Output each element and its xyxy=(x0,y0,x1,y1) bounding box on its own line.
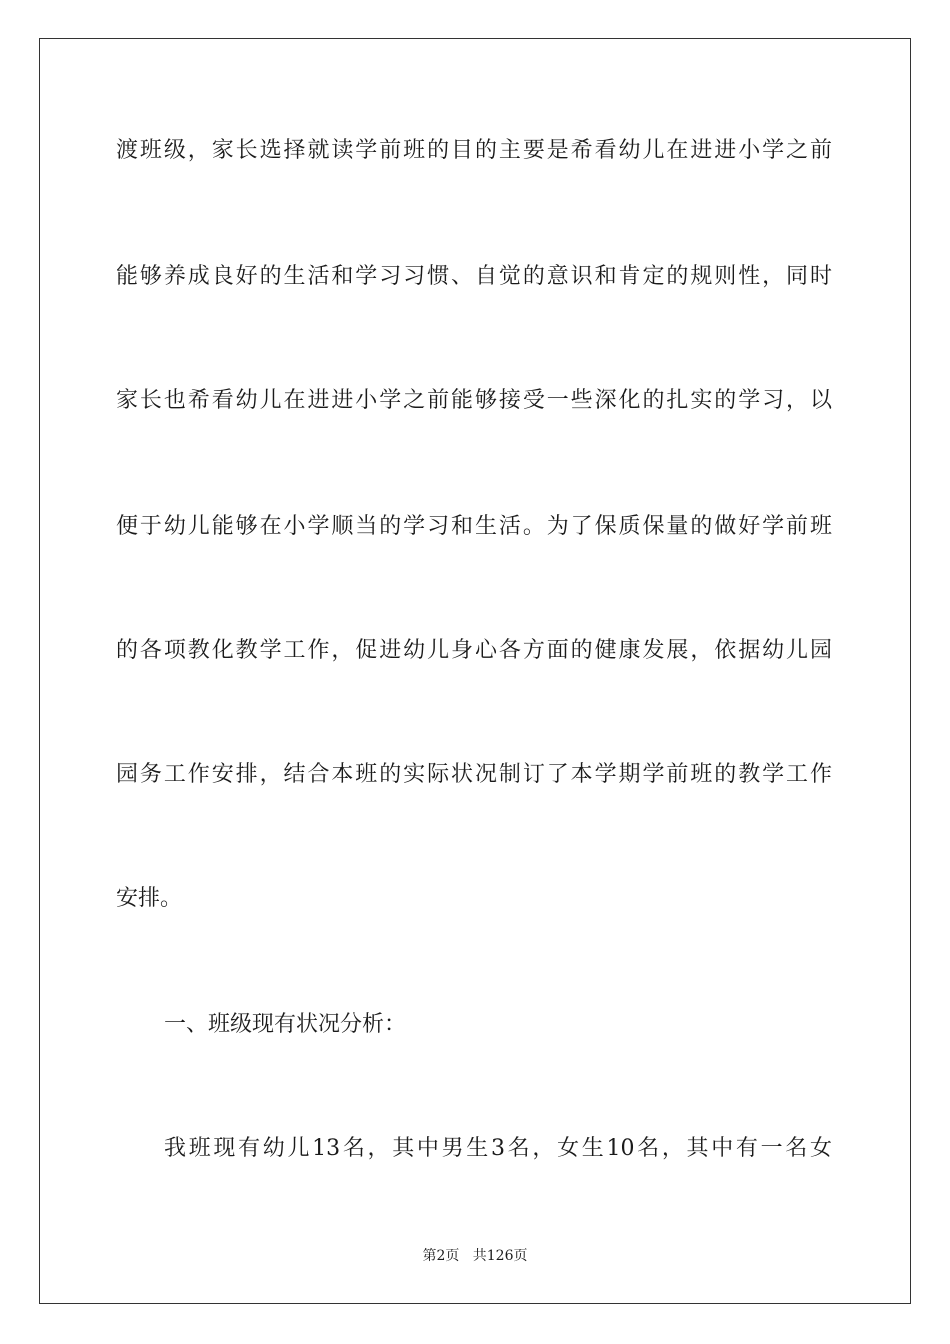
page-number: 第2页 xyxy=(422,1248,460,1264)
paragraph-line-2: 能够养成良好的生活和学习习惯、自觉的意识和肯定的规则性，同时 xyxy=(116,264,832,289)
page-footer xyxy=(0,1247,950,1265)
paragraph-line-4: 便于幼儿能够在小学顺当的学习和生活。为了保质保量的做好学前班 xyxy=(116,514,832,539)
paragraph-line-1: 渡班级，家长选择就读学前班的目的主要是希看幼儿在进进小学之前 xyxy=(116,138,832,163)
section-first-line: 我班现有幼儿13名，其中男生3名，女生10名，其中有一名女 xyxy=(164,1136,832,1161)
paragraph-line-7: 安排。 xyxy=(116,886,183,911)
page-border xyxy=(39,38,911,1304)
total-pages: 共126页 xyxy=(472,1248,528,1264)
section-heading: 一、班级现有状况分析： xyxy=(164,1012,407,1037)
paragraph-line-3: 家长也希看幼儿在进进小学之前能够接受一些深化的扎实的学习，以 xyxy=(116,388,832,413)
paragraph-line-6: 园务工作安排，结合本班的实际状况制订了本学期学前班的教学工作 xyxy=(116,762,832,787)
paragraph-line-5: 的各项教化教学工作，促进幼儿身心各方面的健康发展，依据幼儿园 xyxy=(116,638,832,663)
